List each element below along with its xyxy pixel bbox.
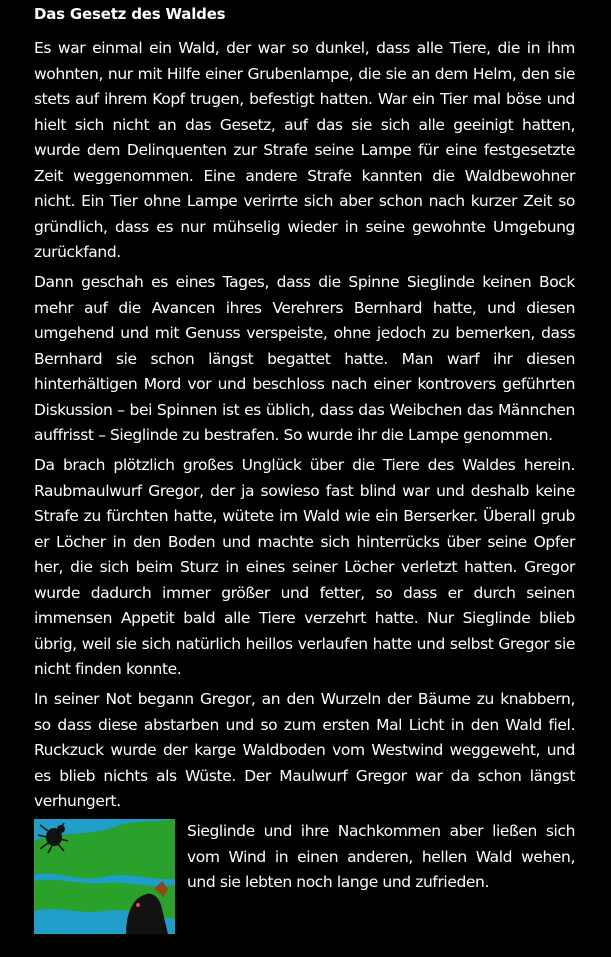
document-body <box>34 36 575 934</box>
paragraph: Sieglinde und ihre Nachkommen aber ließen sich vom Wind in einen anderen, hellen Wald wehen, und sie lebten noch lange und zufrieden. <box>187 822 575 891</box>
paragraph: Es war einmal ein Wald, der war so dunkel, dass alle Tiere, die in ihm wohnten, nur mit Hilfe einer Grubenlampe, die sie an dem Helm, den sie stets auf ihrem Kopf trugen, befestigt hatten. War ein Tier mal böse und hielt sich nicht an das Gesetz, auf das sie sich alle geeinigt hatten, wurde dem Delinquenten zur Strafe seine Lampe für eine festgesetzte Zeit weggenommen. Eine andere Strafe kannten die Waldbewohner nicht. Ein Tier ohne Lampe verirrte sich aber schon nach kurzer Zeit so gründlich, dass es nur mühselig wieder in seine gewohnte Umgebung zurückfand. <box>34 39 575 261</box>
paragraph: Dann geschah es eines Tages, dass die Spinne Sieglinde keinen Bock mehr auf die Avancen ihres Verehrers Bernhard hatte, und diesen umgehend und mit Genuss verspeiste, ohne jedoch zu bemerken, dass Bernhard sie schon längst begattet hatte. Man warf ihr diesen hinterhältigen Mord vor und beschloss nach einer kontrovers geführten Diskussion – bei Spinnen ist es üblich, dass das Weibchen das Männchen auffrisst – Sieglinde zu bestrafen. So wurde ihr die Lampe genommen. <box>34 273 575 444</box>
spider-mole-landscape-icon <box>34 819 175 934</box>
document-title: Das Gesetz des Waldes <box>34 5 226 23</box>
paragraph: In seiner Not begann Gregor, an den Wurzeln der Bäume zu knabbern, so dass diese abstarben und so zum ersten Mal Licht in den Wald fiel. Ruckzuck wurde der karge Waldboden vom Westwind weggeweht, und es blieb nichts als Wüste. Der Maulwurf Gregor war da schon längst verhungert. <box>34 690 575 810</box>
illustration <box>34 819 175 934</box>
paragraph: Da brach plötzlich großes Unglück über die Tiere des Waldes herein. Raubmaulwurf Gregor, der ja sowieso fast blind war und deshalb keine Strafe zu fürchten hatte, wütete im Wald wie ein Berserker. Überall grub er Löcher in den Boden und machte sich hinterrücks über seine Opfer her, die sich beim Sturz in eines seiner Löcher verletzt hatten. Gregor wurde dadurch immer größer und fetter, so dass er durch seinen immensen Appetit bald alle Tiere verzehrt hatte. Nur Sieglinde blieb übrig, weil sie sich natürlich heillos verlaufen hatte und selbst Gregor sie nicht finden konnte. <box>34 456 575 678</box>
